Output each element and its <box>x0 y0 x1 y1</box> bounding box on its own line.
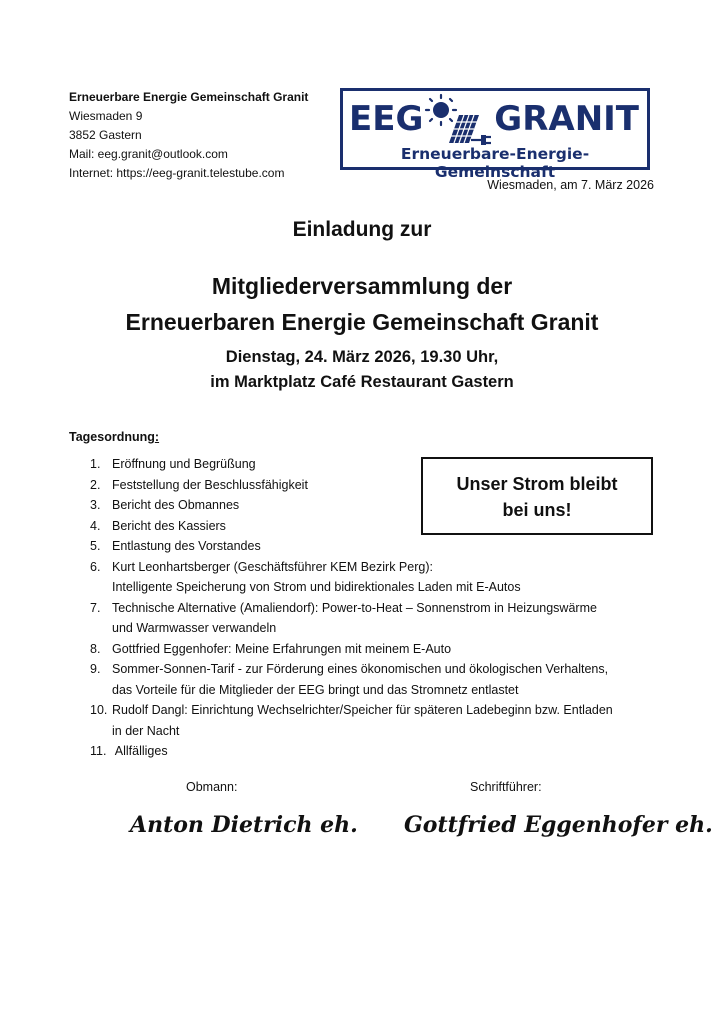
meeting-title-line2: Erneuerbaren Energie Gemeinschaft Granit <box>125 309 599 335</box>
date-line: Wiesmaden, am 7. März 2026 <box>487 178 654 192</box>
agenda-item-text: Feststellung der Beschlussfähigkeit <box>112 477 308 492</box>
secretary-signature: Gottfried Eggenhofer eh. <box>404 812 713 838</box>
agenda-item <box>90 598 660 639</box>
agenda-item <box>90 700 660 741</box>
agenda-item-number: 5. <box>90 539 101 553</box>
slogan-line2: bei uns! <box>502 500 572 520</box>
sender-name: Erneuerbare Energie Gemeinschaft Granit <box>69 90 309 104</box>
logo-graphic <box>421 93 501 148</box>
agenda-label-text: Tagesordnung <box>69 430 155 444</box>
agenda-item-text: Allfälliges <box>112 744 168 758</box>
agenda-item-text: Entlastung des Vorstandes <box>112 539 261 553</box>
agenda-item-text: Sommer-Sonnen-Tarif - zur Förderung eines ökonomischen und ökologischen Verhaltens, <box>112 662 609 676</box>
eeg-granit-logo <box>340 88 650 181</box>
agenda-item-number: 7. <box>90 600 101 615</box>
secretary-label: Schriftführer: <box>470 780 542 794</box>
agenda-item-number: 4. <box>90 518 101 533</box>
agenda-item-text: Bericht des Kassiers <box>112 518 226 533</box>
meeting-location: im Marktplatz Café Restaurant Gastern <box>210 373 514 391</box>
logo-granit-text: GRANIT <box>494 99 639 139</box>
slogan-line1: Unser Strom bleibt <box>456 474 618 494</box>
agenda-item-number: 8. <box>90 641 101 656</box>
agenda-item-number: 9. <box>90 662 101 676</box>
agenda-item-number: 1. <box>90 457 101 471</box>
agenda-item-text-continued: Intelligente Speicherung von Strom und bidirektionales Laden mit E-Autos <box>112 580 521 594</box>
slogan-box <box>421 457 653 535</box>
agenda-item-text-continued: in der Nacht <box>112 723 180 738</box>
solar-panel-icon <box>449 115 479 143</box>
sender-mail: Mail: eeg.granit@outlook.com <box>69 147 228 161</box>
agenda-item-text: Technische Alternative (Amaliendorf): Power-to-Heat – Sonnenstrom in Heizungswärme <box>112 600 597 615</box>
sender-address-block <box>69 88 308 183</box>
meeting-datetime: Dienstag, 24. März 2026, 19.30 Uhr, <box>225 348 499 366</box>
agenda-item-text: Rudolf Dangl: Einrichtung Wechselrichter/Speicher für späteren Ladebeginn bzw. Entladen <box>112 703 613 717</box>
agenda-item-number: 11. <box>90 744 107 758</box>
agenda-item <box>90 659 660 700</box>
agenda-item-number: 3. <box>90 498 101 512</box>
agenda-item-number: 6. <box>90 559 101 574</box>
agenda-item-text: Eröffnung und Begrüßung <box>112 457 256 471</box>
agenda-label <box>69 430 159 444</box>
agenda-label-colon: : <box>154 430 160 444</box>
invitation-heading: Einladung zur <box>292 218 432 241</box>
agenda-item-text-continued: das Vorteile für die Mitglieder der EEG bringt und das Stromnetz entlastet <box>112 682 519 697</box>
agenda-item-text-continued: und Warmwasser verwandeln <box>112 621 277 635</box>
agenda-item-number: 2. <box>90 477 101 492</box>
sun-icon <box>426 95 456 125</box>
logo-eeg-text: EEG <box>349 99 424 139</box>
chairman-label: Obmann: <box>186 780 238 794</box>
agenda-item <box>90 536 660 557</box>
agenda-item-text: Kurt Leonhartsberger (Geschäftsführer KEM Bezirk Perg): <box>112 559 433 574</box>
logo-subtitle: Erneuerbare-Energie-Gemeinschaft <box>400 145 590 181</box>
agenda-item <box>90 557 660 598</box>
sender-internet: Internet: https://eeg-granit.telestube.com <box>69 166 285 180</box>
sender-street: Wiesmaden 9 <box>69 109 143 123</box>
agenda-item <box>90 741 660 762</box>
sender-city: 3852 Gastern <box>69 128 142 142</box>
meeting-title <box>0 268 724 340</box>
agenda-item-text: Bericht des Obmannes <box>112 498 240 512</box>
meeting-details <box>0 345 724 395</box>
agenda-item-number: 10. <box>90 703 108 717</box>
meeting-title-line1: Mitgliederversammlung der <box>211 273 513 299</box>
agenda-item-text: Gottfried Eggenhofer: Meine Erfahrungen mit meinem E-Auto <box>112 641 452 656</box>
plug-icon <box>471 135 491 145</box>
chairman-signature: Anton Dietrich eh. <box>130 812 358 838</box>
agenda-item <box>90 639 660 660</box>
